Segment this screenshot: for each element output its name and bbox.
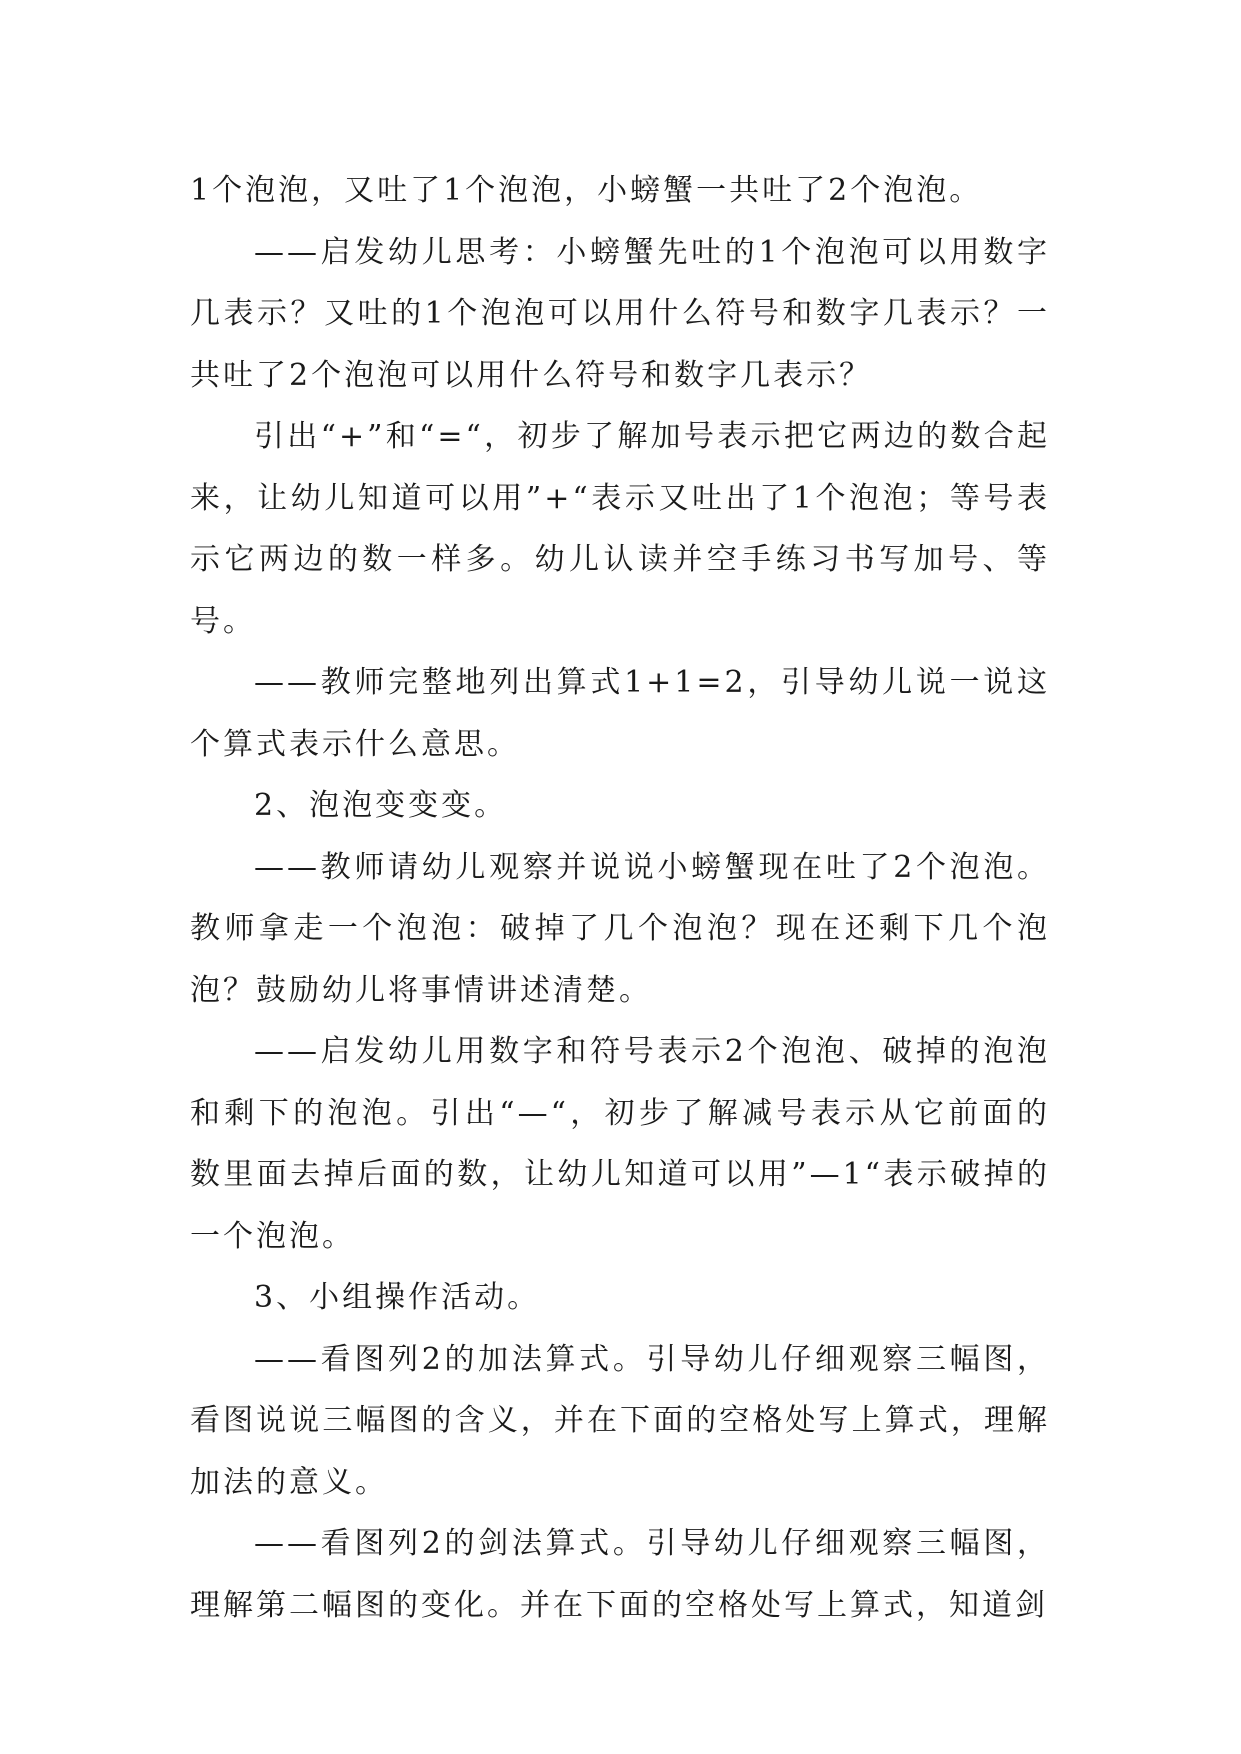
section-heading: 2、泡泡变变变。 <box>254 788 508 823</box>
paragraph: 1个泡泡，又吐了1个泡泡，小螃蟹一共吐了2个泡泡。 <box>190 173 983 208</box>
paragraph: ——教师完整地列出算式1+1=2，引导幼儿说一说这个算式表示什么意思。 <box>190 665 1050 762</box>
paragraph: ——启发幼儿用数字和符号表示2个泡泡、破掉的泡泡和剩下的泡泡。引出“—“，初步了解减号表示从它前面的数里面去掉后面的数，让幼儿知道可以用”—1“表示破掉的一个泡泡。 <box>190 1034 1050 1254</box>
paragraph: ——教师请幼儿观察并说说小螃蟹现在吐了2个泡泡。教师拿走一个泡泡：破掉了几个泡泡？现在还剩下几个泡泡？鼓励幼儿将事情讲述清楚。 <box>190 849 1050 1008</box>
paragraph: ——看图列2的加法算式。引导幼儿仔细观察三幅图，看图说说三幅图的含义，并在下面的空格处写上算式，理解加法的意义。 <box>190 1341 1050 1500</box>
paragraph: ——启发幼儿思考：小螃蟹先吐的1个泡泡可以用数字几表示？又吐的1个泡泡可以用什么符号和数字几表示？一共吐了2个泡泡可以用什么符号和数字几表示？ <box>190 234 1050 393</box>
section-heading: 3、小组操作活动。 <box>254 1280 541 1315</box>
paragraph: ——看图列2的剑法算式。引导幼儿仔细观察三幅图，理解第二幅图的变化。并在下面的空格处写上算式，知道剑 <box>190 1526 1050 1623</box>
paragraph: 引出“+”和“=“，初步了解加号表示把它两边的数合起来，让幼儿知道可以用”+“表示又吐出了1个泡泡；等号表示它两边的数一样多。幼儿认读并空手练习书写加号、等号。 <box>190 419 1050 639</box>
document-body <box>190 160 1050 1636</box>
